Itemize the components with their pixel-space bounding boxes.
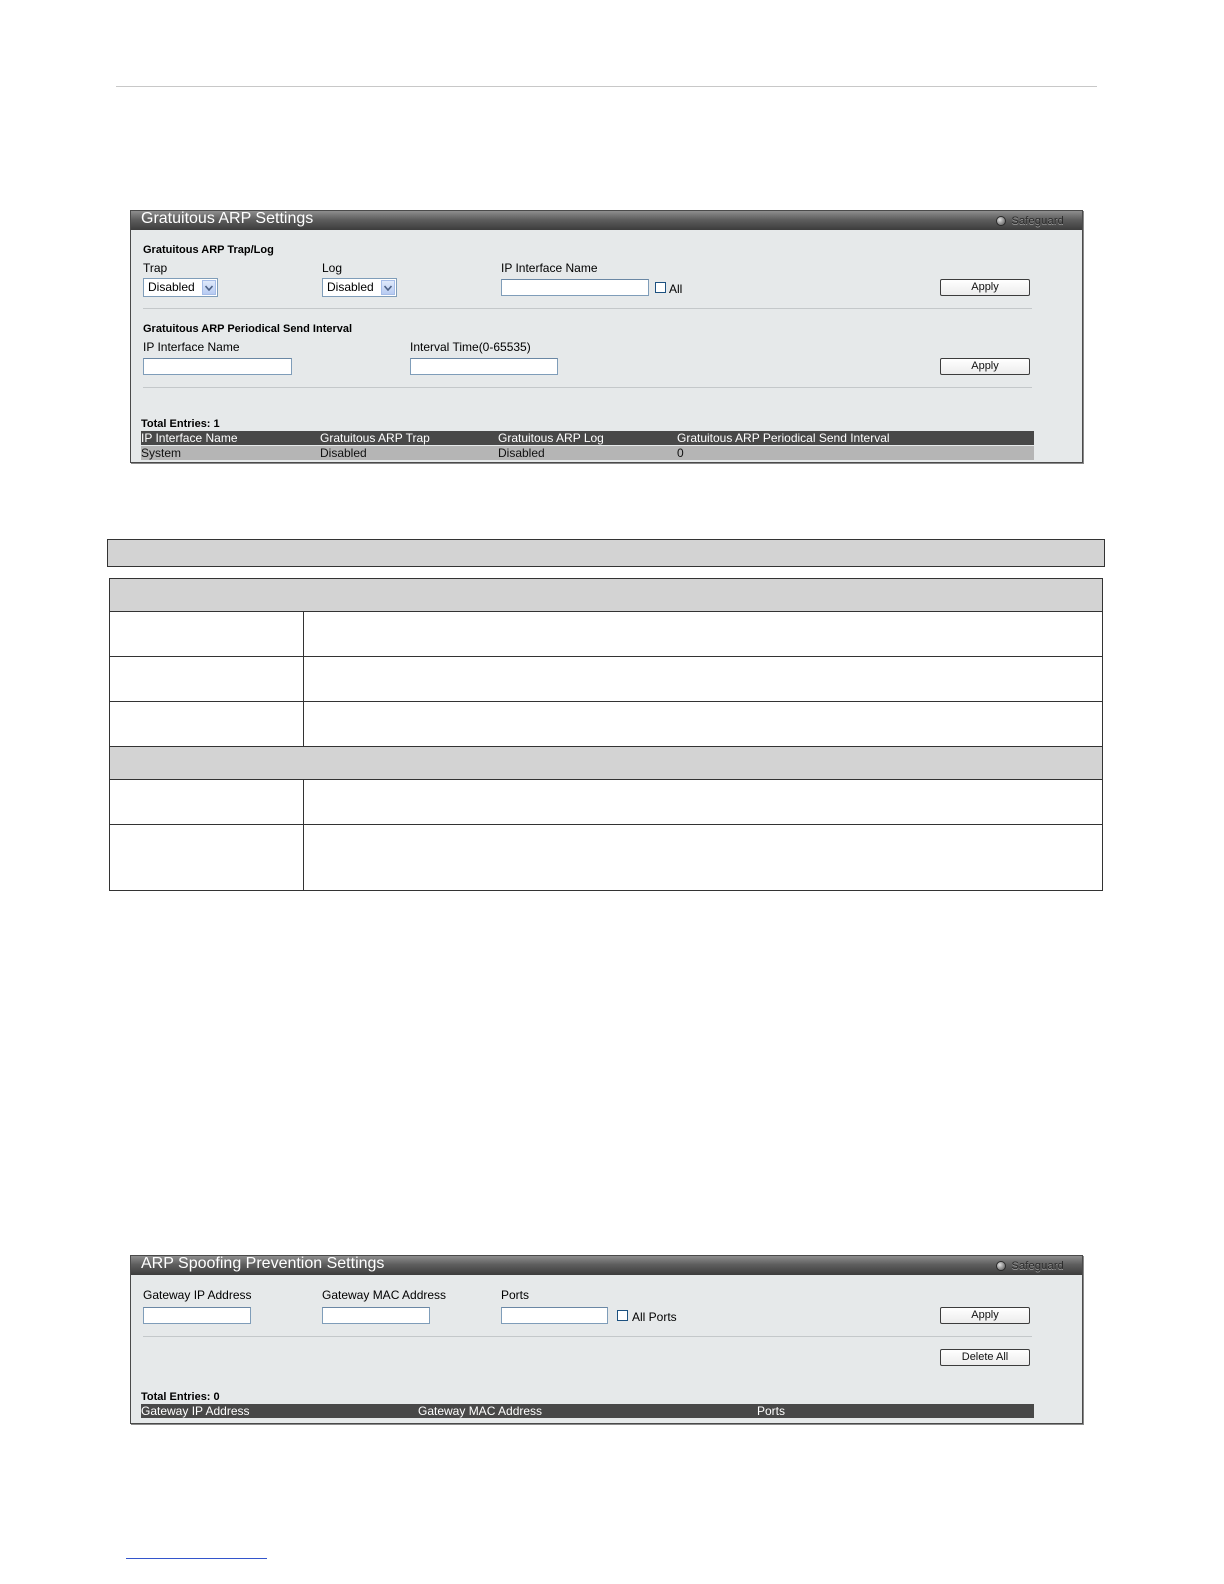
log-select-value: Disabled [327,280,374,294]
ports-input[interactable] [501,1307,608,1324]
panel-title-bar [131,1256,1082,1275]
ip-interface-name-label: IP Interface Name [501,261,598,275]
page-top-rule [116,86,1097,87]
spoofing-apply-button[interactable]: Apply [940,1307,1030,1324]
ports-label: Ports [501,1288,530,1302]
footer-link-underline[interactable] [126,1558,267,1559]
all-checkbox[interactable] [655,282,666,293]
panel-title: ARP Spoofing Prevention Settings [141,1255,385,1272]
table-cell-gratuitous-arp-trap: Disabled [320,446,367,460]
panel-title-bar [131,211,1082,230]
doc-table-caption-bar [107,539,1105,567]
column-header-gateway-ip-address: Gateway IP Address [141,1404,250,1418]
gateway-ip-address-label: Gateway IP Address [143,1288,252,1302]
section-divider [143,1336,1032,1337]
ip-interface-name-input[interactable] [501,279,649,296]
log-label: Log [322,261,343,275]
trap-log-heading: Gratuitous ARP Trap/Log [143,244,274,256]
delete-all-button[interactable]: Delete All [940,1349,1030,1366]
gateway-mac-address-label: Gateway MAC Address [322,1288,447,1302]
table-row [110,702,1103,747]
gateway-mac-address-input[interactable] [322,1307,430,1324]
gateway-ip-address-input[interactable] [143,1307,251,1324]
safeguard-indicator [996,1258,1064,1273]
table-row [110,780,1103,825]
chevron-down-icon[interactable] [202,280,216,295]
total-entries-label: Total Entries: 1 [141,418,220,430]
trap-log-apply-button[interactable]: Apply [940,279,1030,296]
interval-ip-interface-name-label: IP Interface Name [143,340,240,354]
table-cell-ip-interface-name: System [141,446,182,460]
safeguard-label: Safeguard [1011,214,1064,227]
table-header [141,431,1034,445]
column-header-gratuitous-arp-trap: Gratuitous ARP Trap [320,431,430,445]
column-header-gateway-mac-address: Gateway MAC Address [418,1404,543,1418]
safeguard-indicator [996,213,1064,228]
panel-title: Gratuitous ARP Settings [141,210,314,227]
table-section-row [110,747,1103,780]
table-cell-gratuitous-arp-log: Disabled [498,446,545,460]
safeguard-status-icon [996,216,1006,226]
gratuitous-arp-settings-panel [130,210,1083,463]
trap-select-value: Disabled [148,280,195,294]
periodical-interval-heading: Gratuitous ARP Periodical Send Interval [143,323,353,335]
column-header-ip-interface-name: IP Interface Name [141,431,238,445]
section-divider [143,387,1032,388]
table-section-row [110,579,1103,612]
total-entries-label: Total Entries: 0 [141,1391,220,1403]
table-row [141,446,1034,460]
log-select[interactable] [322,278,397,297]
all-ports-checkbox[interactable] [617,1310,628,1321]
parameter-description-table [109,578,1103,891]
arp-spoofing-prevention-panel [130,1255,1083,1424]
trap-label: Trap [143,261,168,275]
chevron-down-icon[interactable] [381,280,395,295]
column-header-ports: Ports [757,1404,786,1418]
table-row [110,825,1103,891]
interval-time-label: Interval Time(0-65535) [410,340,531,354]
all-checkbox-label: All [669,282,683,296]
interval-time-input[interactable] [410,358,558,375]
column-header-gratuitous-arp-log: Gratuitous ARP Log [498,431,604,445]
trap-select[interactable] [143,278,218,297]
table-row [110,657,1103,702]
table-cell-periodical-send-interval: 0 [677,446,684,460]
column-header-periodical-send-interval: Gratuitous ARP Periodical Send Interval [677,431,890,445]
all-ports-checkbox-label: All Ports [632,1310,677,1324]
section-divider [143,308,1032,309]
safeguard-label: Safeguard [1011,1259,1064,1272]
interval-ip-interface-name-input[interactable] [143,358,292,375]
interval-apply-button[interactable]: Apply [940,358,1030,375]
table-row [110,612,1103,657]
table-header [141,1404,1034,1418]
safeguard-status-icon [996,1261,1006,1271]
